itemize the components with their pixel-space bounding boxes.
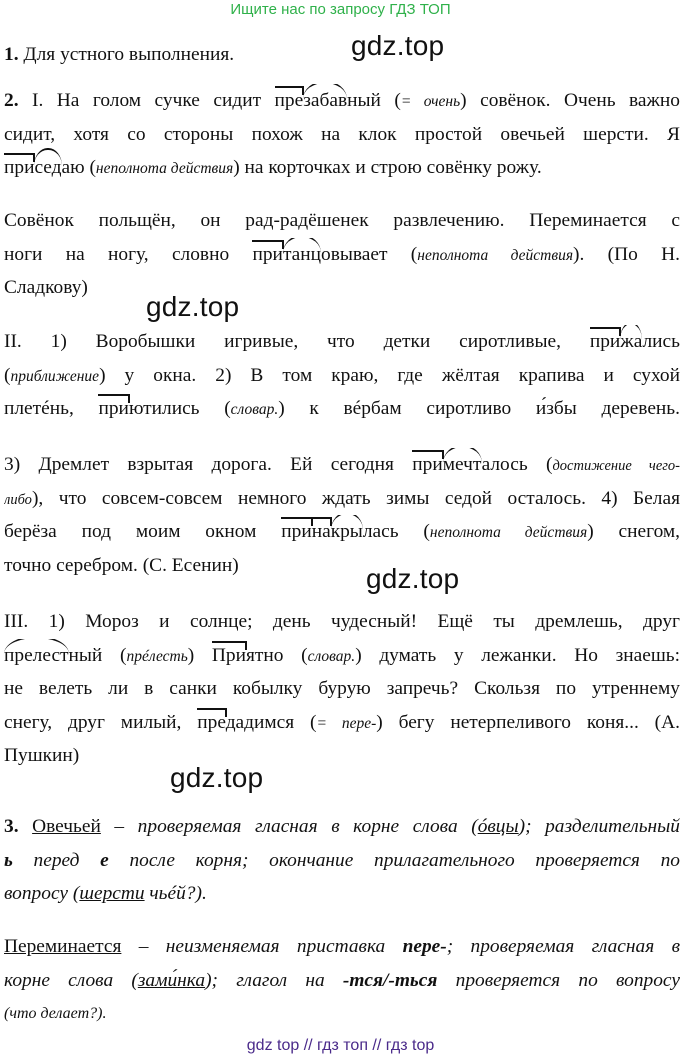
watermark: gdz.top — [146, 291, 240, 322]
task-number: 3. — [4, 816, 19, 837]
text: -тся/-ться — [342, 969, 438, 991]
text: е — [100, 849, 109, 871]
analyzed-word: Переминается — [4, 936, 122, 957]
text-line: Пушкин) — [4, 745, 80, 766]
comment: словар. — [230, 401, 279, 418]
task-2-paragraph-4 — [4, 448, 680, 582]
text: ); глагол на — [205, 969, 343, 991]
text: ноги на ногу, словно — [4, 243, 253, 265]
task-2-paragraph-2 — [4, 204, 680, 305]
task-2-paragraph-3 — [4, 325, 680, 426]
prefix-mark: при — [252, 243, 283, 265]
comment: неполнота действия — [417, 246, 574, 264]
footer-links[interactable]: gdz top // гдз топ // гдз top — [246, 1037, 435, 1054]
watermark: gdz.top — [170, 762, 264, 793]
check-word: óвцы — [477, 816, 519, 837]
root-mark: забав — [303, 90, 348, 111]
text: ; проверяемая гласная в — [446, 936, 680, 957]
search-banner[interactable]: Ищите нас по запросу ГДЗ ТОП — [230, 1, 451, 18]
text-line: (что делает?). — [4, 1005, 107, 1022]
root-mark: танц — [282, 243, 322, 265]
text: ) снегом, — [587, 521, 680, 542]
comment: приближение — [10, 367, 100, 385]
text: аю ( — [61, 157, 96, 178]
text: после корня; окончание прилагательного проверяется по — [108, 849, 680, 871]
text: ) у окна. 2) В том краю, где жёлтая крапива и сухой — [99, 364, 680, 386]
text-line: точно серебром. (С. Есенин) — [4, 554, 239, 576]
prefix-mark: при — [412, 454, 443, 475]
text: овывает ( — [321, 243, 418, 265]
task-text: Для устного выполнения. — [18, 44, 235, 65]
root-mark: сед — [34, 157, 62, 178]
text: дадимся ( — [225, 711, 317, 733]
task-3-paragraph-2 — [4, 930, 680, 1031]
text: ). (По Н. — [573, 243, 680, 265]
prefix-mark: при — [281, 521, 312, 542]
comment: неполнота действия — [95, 160, 234, 177]
prefix-mark: при — [4, 157, 35, 178]
task-2-paragraph-5 — [4, 605, 680, 773]
comment: прéлесть — [126, 647, 188, 665]
text-line: не велеть ли в санки кобылку бурую запречь? Скользя по утреннему — [4, 678, 680, 699]
text: ) совёнок. Очень важно — [460, 90, 680, 111]
check-word: шерсти — [79, 883, 145, 904]
check-word: зами́нка — [137, 969, 206, 991]
prefix-mark: на — [311, 521, 331, 542]
root-mark: мечт — [442, 454, 482, 475]
text: ный ( — [68, 644, 127, 666]
text: ). — [195, 883, 207, 904]
task-1 — [4, 38, 680, 72]
text: чьéй? — [144, 883, 196, 904]
text-line: III. 1) Мороз и солнце; день чудесный! Ещё ты дремлешь, друг — [4, 611, 680, 632]
text: – неизменяемая приставка — [121, 936, 403, 957]
text: алось ( — [481, 454, 553, 475]
text: ютились ( — [128, 398, 231, 419]
comment: словар. — [307, 647, 356, 665]
task-number: 1. — [4, 44, 19, 65]
text: I. На голом сучке сидит — [18, 90, 275, 111]
prefix-mark: при — [98, 398, 129, 419]
text: проверяется по вопросу — [437, 969, 680, 991]
analyzed-word: Овечьей — [32, 816, 101, 837]
text: ный ( — [347, 90, 401, 111]
root-mark: кры — [330, 521, 363, 542]
task-number: 2. — [4, 90, 19, 111]
text: вопросу ( — [4, 883, 80, 904]
text: ); разделительный — [518, 816, 680, 837]
text: берёза под моим окном — [4, 521, 282, 542]
watermark: gdz.top — [366, 563, 460, 594]
text: корне слова ( — [4, 969, 138, 991]
text: лась ( — [362, 521, 430, 542]
text: перед — [12, 849, 101, 871]
watermark: gdz.top — [351, 30, 445, 61]
text-line: Сладкову) — [4, 277, 88, 298]
text: ь — [4, 849, 13, 871]
text: 3) Дремлет взрытая дорога. Ей сегодня — [4, 454, 413, 475]
prefix-mark: при — [589, 331, 621, 352]
prefix-mark: пре — [197, 711, 226, 733]
task-2-paragraph-1 — [4, 84, 680, 185]
text-line: сидит, хотя со стороны похож на клок простой овечьей шерсти. Я — [4, 123, 680, 145]
text: II. 1) Воробышки игривые, что детки сиротливые, — [4, 331, 590, 352]
text: ), что совсем-совсем немного ждать зимы седой осталось. 4) Белая — [31, 487, 680, 509]
text: ) к вéрбам сиротливо и́збы деревень. — [278, 398, 680, 419]
comment: = пере- — [316, 714, 377, 732]
root-mark: жа — [620, 331, 643, 352]
text: – проверяемая гласная в корне слова ( — [100, 816, 478, 837]
prefix-mark: При — [211, 644, 246, 666]
text: ) — [187, 644, 212, 666]
comment: достижение чего- — [552, 458, 680, 474]
text: ) бегу нетерпеливого коня... (А. — [376, 711, 680, 733]
task-3-paragraph-1 — [4, 810, 680, 911]
text: лись — [642, 331, 680, 352]
comment: либо — [4, 491, 32, 508]
text: ( — [4, 364, 11, 386]
comment: неполнота действия — [429, 524, 588, 541]
text: ятно ( — [246, 644, 308, 666]
comment: = очень — [400, 93, 461, 110]
text: снегу, друг милый, — [4, 711, 198, 733]
prefix-mark: пре — [274, 90, 304, 111]
text: ) думать у лежанки. Но знаешь: — [355, 644, 680, 666]
text: плетéнь, — [4, 398, 99, 419]
text: ) на корточках и строю совёнку рожу. — [233, 157, 542, 178]
root-mark: прелест — [4, 644, 69, 666]
text-line: Совёнок польщён, он рад-радёшенек развлечению. Переминается с — [4, 210, 680, 231]
text: пере- — [402, 936, 447, 957]
